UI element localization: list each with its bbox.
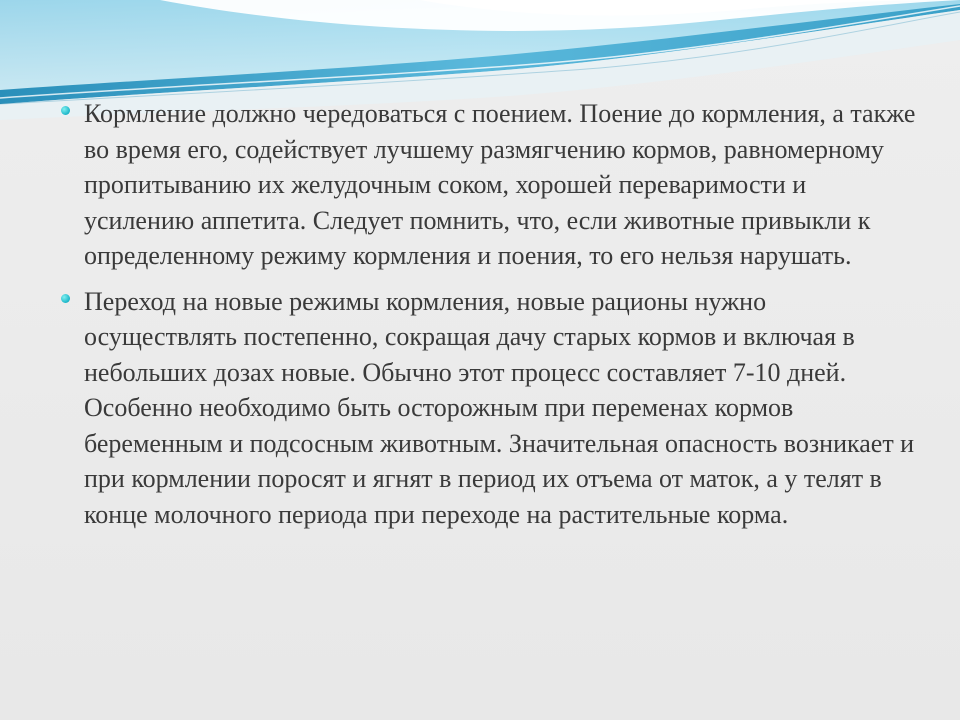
bullet-item <box>56 284 916 533</box>
bullet-dot-icon <box>61 106 70 115</box>
slide-body <box>56 96 916 542</box>
bullet-item <box>56 96 916 274</box>
bullet-text: Кормление должно чередоваться с поением. Поение до кормления, а также во время его, содействует лучшему размягчению кормов, равномерному пропитыванию их желудочным соком, хорошей переваримости и усилению аппетита. Следует помнить, что, если животные привыкли к определенному режиму кормления и поения, то его нельзя нарушать. <box>84 99 916 270</box>
bullet-text: Переход на новые режимы кормления, новые рационы нужно осуществлять постепенно, сокращая дачу старых кормов и включая в небольших дозах новые. Обычно этот процесс составляет 7-10 дней. Особенно необходимо быть осторожным при переменах кормов беременным и подсосным животным. Значительная опасность возникает и при кормлении поросят и ягнят в период их отъема от маток, а у телят в конце молочного периода при переходе на растительные корма. <box>84 286 915 529</box>
bullet-dot-icon <box>61 294 70 303</box>
